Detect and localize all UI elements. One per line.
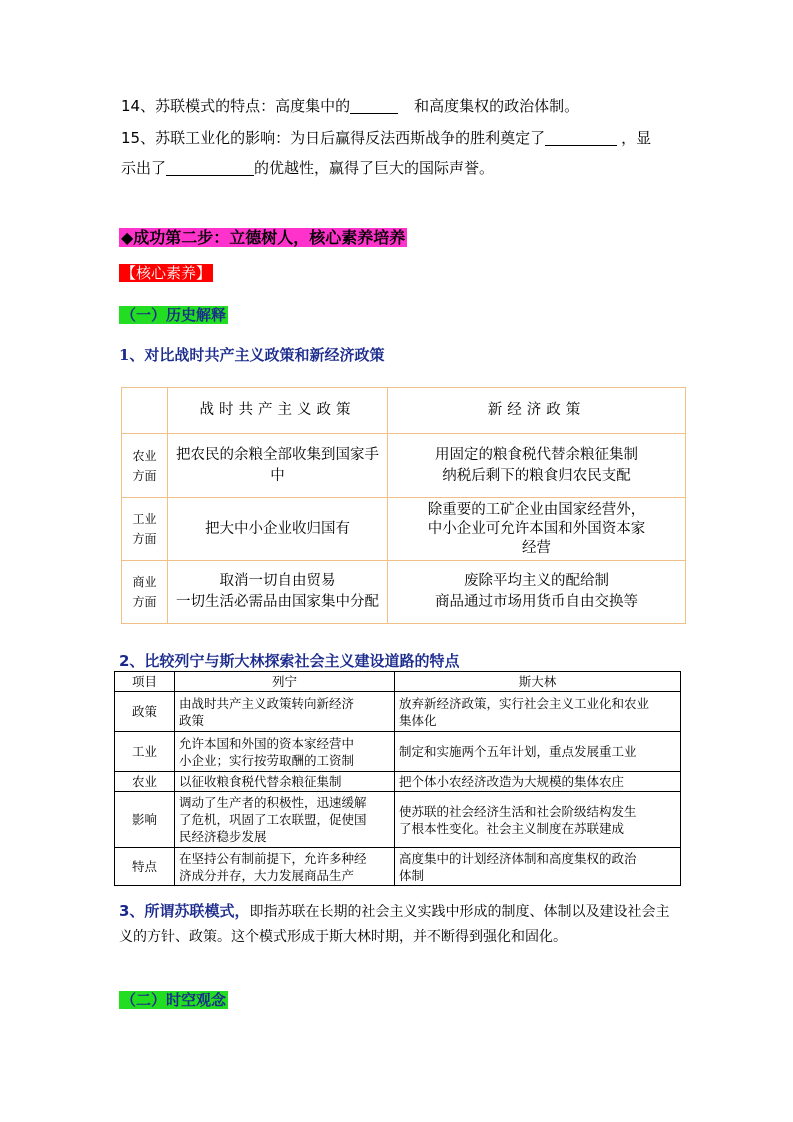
item-2-title: 2、比较列宁与斯大林探索社会主义建设道路的特点 (119, 652, 460, 670)
table-row (115, 732, 681, 772)
header-cell-war-communism: 战时共产主义政策 (168, 388, 388, 434)
q15-line1-after: ，显 (621, 129, 652, 147)
question-15-line-2 (121, 158, 494, 178)
cell-lenin-agriculture: 以征收粮食税代替余粮征集制 (175, 772, 395, 792)
table-row (115, 792, 681, 848)
header-cell-nep: 新经济政策 (388, 388, 686, 434)
cell-nep-industry: 除重要的工矿企业由国家经营外， 中小企业可允许本国和外国资本家 经营 (388, 498, 686, 561)
header-cell-item: 项目 (115, 672, 175, 692)
header-cell-stalin: 斯大林 (395, 672, 681, 692)
header-cell-lenin: 列宁 (175, 672, 395, 692)
item-3-line-2: 义的方针、政策。这个模式形成于斯大林时期，并不断得到强化和固化。 (119, 929, 567, 945)
row-label-agriculture: 农业 (115, 772, 175, 792)
subsection-history-interpretation (119, 305, 228, 325)
row-label-commerce: 商业 方面 (122, 561, 168, 624)
q14-text-before: 14、苏联模式的特点：高度集中的 (121, 97, 351, 115)
subsection-space-time-concept (119, 990, 228, 1010)
table-header-row (122, 388, 686, 434)
cell-nep-agriculture: 用固定的粮食税代替余粮征集制 纳税后剩下的粮食归农民支配 (388, 434, 686, 498)
subsection-2-text: （二）时空观念 (121, 991, 227, 1009)
table-row (115, 772, 681, 792)
question-15-line-1 (121, 128, 651, 148)
row-label-characteristics: 特点 (115, 848, 175, 886)
cell-lenin-characteristics: 在坚持公有制前提下，允许多种经 济成分并存，大力发展商品生产 (175, 848, 395, 886)
table-row (115, 848, 681, 886)
cell-war-communism-industry: 把大中小企业收归国有 (168, 498, 388, 561)
row-label-industry: 工业 (115, 732, 175, 772)
q15-line2-after: 的优越性，赢得了巨大的国际声誉。 (254, 159, 495, 177)
question-14 (121, 96, 579, 116)
core-literacy-tag-text: 【核心素养】 (121, 264, 212, 282)
cell-war-communism-agriculture: 把农民的余粮全部收集到国家手 中 (168, 434, 388, 498)
q15-blank-2 (166, 159, 254, 176)
q15-line1-before: 15、苏联工业化的影响：为日后赢得反法西斯战争的胜利奠定了 (121, 129, 546, 147)
cell-war-communism-commerce: 取消一切自由贸易 一切生活必需品由国家集中分配 (168, 561, 388, 624)
cell-lenin-industry: 允许本国和外国的资本家经营中 小企业；实行按劳取酬的工资制 (175, 732, 395, 772)
table-row (122, 498, 686, 561)
cell-stalin-impact: 使苏联的社会经济生活和社会阶级结构发生 了根本性变化。社会主义制度在苏联建成 (395, 792, 681, 848)
q15-blank-1 (545, 129, 617, 146)
section-title-text: ◆成功第二步：立德树人，核心素养培养 (121, 228, 406, 247)
item-3-paragraph (119, 900, 679, 950)
row-label-policy: 政策 (115, 692, 175, 732)
core-literacy-tag (119, 263, 213, 283)
item-3-line-1: 即指苏联在长期的社会主义实践中形成的制度、体制以及建设社会主 (249, 904, 670, 920)
row-label-agriculture: 农业 方面 (122, 434, 168, 498)
policy-comparison-table (121, 387, 686, 624)
q14-text-after: 和高度集权的政治体制。 (414, 97, 580, 115)
cell-stalin-policy: 放弃新经济政策，实行社会主义工业化和农业 集体化 (395, 692, 681, 732)
table-row (115, 692, 681, 732)
q15-line2-before: 示出了 (121, 159, 167, 177)
cell-stalin-industry: 制定和实施两个五年计划，重点发展重工业 (395, 732, 681, 772)
table-row (122, 434, 686, 498)
cell-lenin-policy: 由战时共产主义政策转向新经济 政策 (175, 692, 395, 732)
cell-nep-commerce: 废除平均主义的配给制 商品通过市场用货币自由交换等 (388, 561, 686, 624)
item-3-title: 3、所谓苏联模式， (119, 902, 250, 920)
table-header-row (115, 672, 681, 692)
lenin-stalin-comparison-table (114, 671, 681, 886)
q14-blank (350, 97, 398, 114)
item-1-title: 1、对比战时共产主义政策和新经济政策 (119, 346, 385, 364)
cell-stalin-characteristics: 高度集中的计划经济体制和高度集权的政治 体制 (395, 848, 681, 886)
header-cell-empty (122, 388, 168, 434)
table-row (122, 561, 686, 624)
cell-lenin-impact: 调动了生产者的积极性，迅速缓解 了危机，巩固了工农联盟，促使国 民经济稳步发展 (175, 792, 395, 848)
row-label-industry: 工业 方面 (122, 498, 168, 561)
row-label-impact: 影响 (115, 792, 175, 848)
subsection-1-text: （一）历史解释 (121, 306, 227, 324)
section-title (119, 227, 407, 249)
cell-stalin-agriculture: 把个体小农经济改造为大规模的集体农庄 (395, 772, 681, 792)
